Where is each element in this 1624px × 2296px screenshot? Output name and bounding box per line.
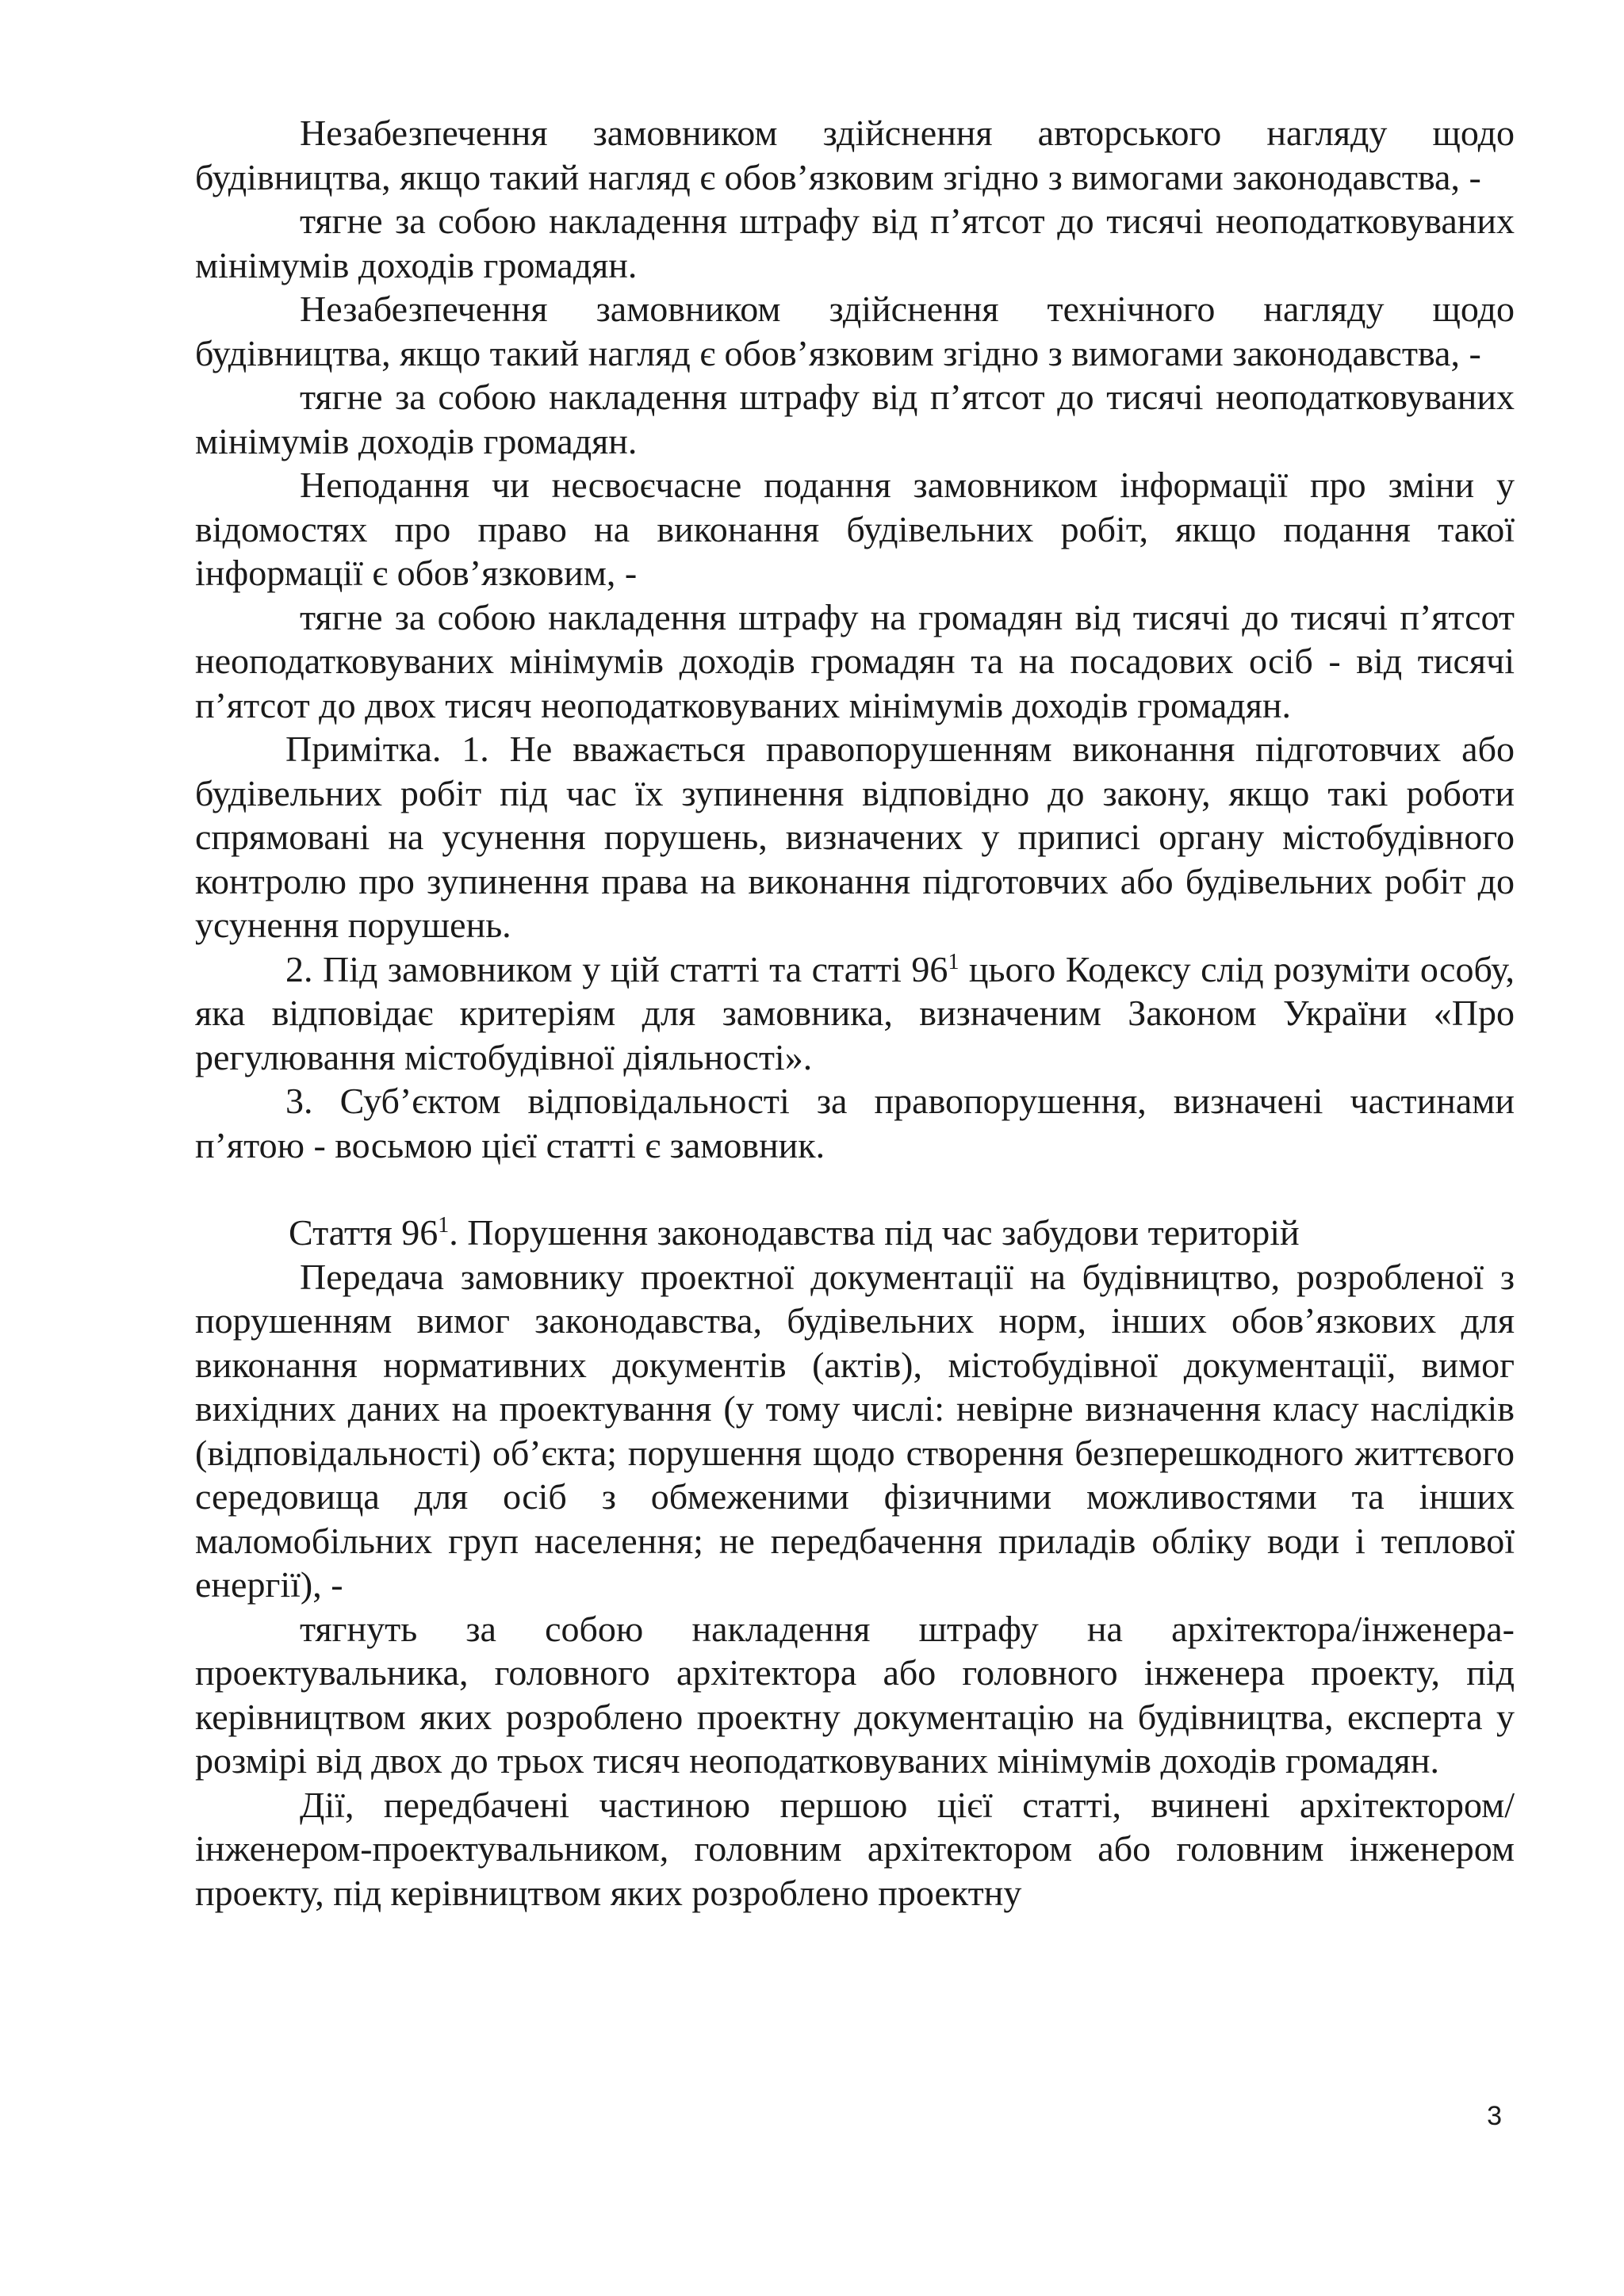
paragraph-author-supervision: Незабезпечення замовником здійснення авторського нагляду щодо будівництва, якщо такий нагляд є обов’язковим згідно з вимогами законодавства, - bbox=[195, 113, 1515, 197]
note-item-2-text: 2. Під замовником у цій статті та статті 96 bbox=[285, 948, 948, 989]
note-item-2 bbox=[195, 947, 1515, 1080]
paragraph-technical-supervision: Незабезпечення замовником здійснення технічного нагляду щодо будівництва, якщо такий нагляд є обов’язковим згідно з вимогами законодавства, - bbox=[195, 289, 1515, 373]
paragraph-penalty: тягне за собою накладення штрафу від п’ятсот до тисячі неоподатковуваних мінімумів доходів громадян. bbox=[195, 201, 1515, 285]
article-paragraph: Дії, передбачені частиною першою цієї статті, вчинені архітектором/інженером-проектувальником, головним архітектором або головним інженером проекту, під керівництвом яких розроблено проектну bbox=[195, 1784, 1515, 1913]
article-heading bbox=[195, 1211, 1515, 1255]
article-prefix: Стаття 96 bbox=[289, 1212, 439, 1253]
page-number: 3 bbox=[1487, 2101, 1502, 2131]
note-item-1: Примітка. 1. Не вважається правопорушенням виконання підготовчих або будівельних робіт під час їх зупинення відповідно до закону, якщо такі роботи спрямовані на усунення порушень, визначених у приписі органу містобудівного контролю про зупинення права на виконання підготовчих або будівельних робіт до усунення порушень. bbox=[195, 729, 1515, 945]
article-paragraph: Передача замовнику проектної документації на будівництво, розробленої з порушенням вимог законодавства, будівельних норм, інших обов’язкових для виконання нормативних документів (актів), містобудівної документації, вимог вихідних даних на проектування (у тому числі: невірне визначення класу наслідків (відповідальності) об’єкта; порушення щодо створення безперешкодного життєвого середовища для осіб з обмеженими фізичними можливостями та інших маломобільних груп населення; не передбачення приладів обліку води і теплової енергії), - bbox=[195, 1256, 1515, 1605]
superscript: 1 bbox=[948, 949, 959, 974]
note-item-3: 3. Суб’єктом відповідальності за правопорушення, визначені частинами п’ятою - восьмою цієї статті є замовник. bbox=[195, 1081, 1515, 1165]
document-page bbox=[195, 111, 1515, 1915]
superscript: 1 bbox=[438, 1213, 450, 1238]
paragraph-information-submission: Неподання чи несвоєчасне подання замовником інформації про зміни у відомостях про право на виконання будівельних робіт, якщо подання такої інформації є обов’язковим, - bbox=[195, 465, 1515, 593]
paragraph-penalty: тягне за собою накладення штрафу на громадян від тисячі до тисячі п’ятсот неоподатковуваних мінімумів доходів громадян та на посадових осіб - від тисячі п’ятсот до двох тисяч неоподатковуваних мінімумів доходів громадян. bbox=[195, 596, 1515, 725]
note-item-2-text: цього Кодексу слід розуміти особу, яка відповідає критеріям для замовника, визначеним Законом України «Про регулювання містобудівної діяльності». bbox=[195, 948, 1515, 1077]
article-title-text: . Порушення законодавства під час забудови територій bbox=[449, 1212, 1300, 1253]
article-paragraph: тягнуть за собою накладення штрафу на архітектора/інженера-проектувальника, головного архітектора або головного інженера проекту, під керівництвом яких розроблено проектну документацію на будівництва, експерта у розмірі від двох до трьох тисяч неоподатковуваних мінімумів доходів громадян. bbox=[195, 1608, 1515, 1781]
paragraph-penalty: тягне за собою накладення штрафу від п’ятсот до тисячі неоподатковуваних мінімумів доходів громадян. bbox=[195, 377, 1515, 461]
